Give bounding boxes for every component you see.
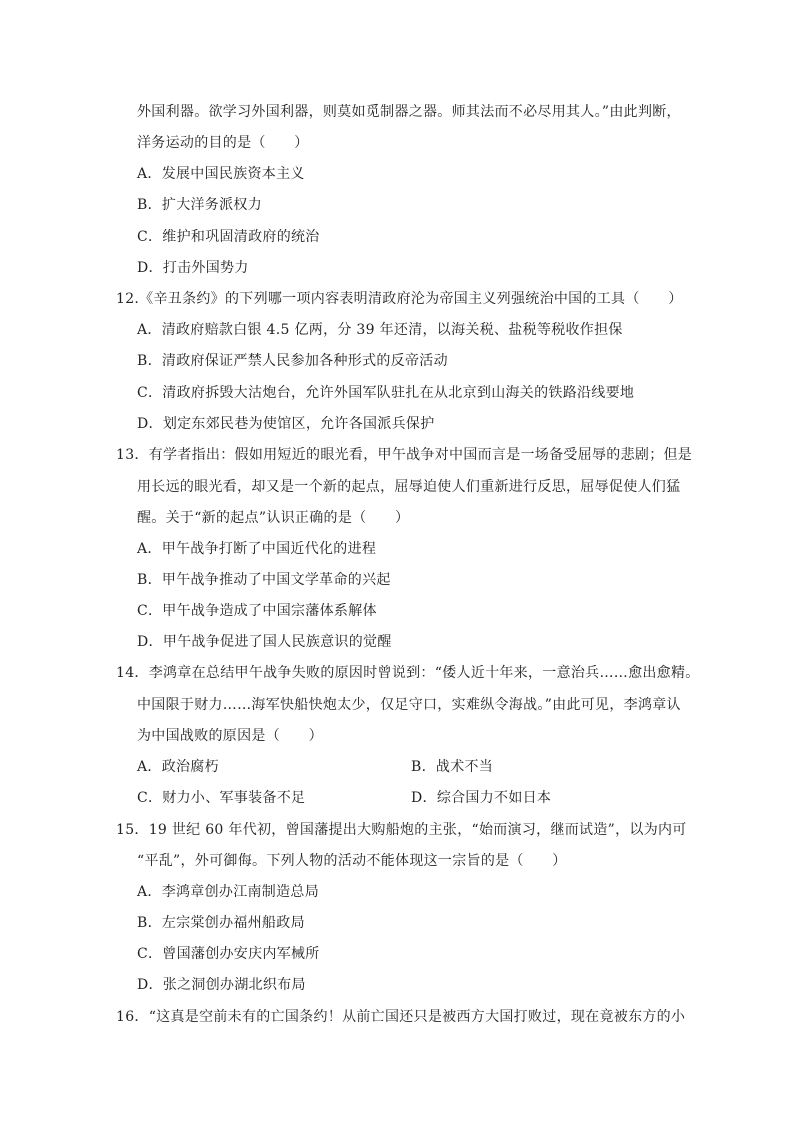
- q11-option-b: B．扩大洋务派权力: [137, 197, 262, 213]
- q15-option-b: B．左宗棠创办福州船政局: [137, 915, 305, 931]
- q12-option-c: C．清政府拆毁大沽炮台，允许外国军队驻扎在从北京到山海关的铁路沿线要地: [137, 385, 635, 401]
- q12-option-a: A．清政府赔款白银 4.5 亿两，分 39 年还清，以海关税、盐税等税收作担保: [137, 322, 623, 338]
- q13-stem-line-2: 用长远的眼光看，却又是一个新的起点，屈辱迫使人们重新进行反思，屈辱促使人们猛: [137, 479, 681, 495]
- q13-option-b: B．甲午战争推动了中国文学革命的兴起: [137, 572, 391, 588]
- q15-stem-line-1: 15．19 世纪 60 年代初，曾国藩提出大购船炮的主张，“始而演习，继而试造”，以为内可: [116, 822, 687, 838]
- q11-option-c: C．维护和巩固清政府的统治: [137, 229, 320, 245]
- q15-stem-line-2: “平乱”，外可御侮。下列人物的活动不能体现这一宗旨的是（ ）: [137, 853, 567, 869]
- q16-stem-line-1: 16．“这真是空前未有的亡国条约！从前亡国还只是被西方大国打败过，现在竟被东方的小: [116, 1009, 686, 1025]
- q14-option-d: D．综合国力不如日本: [411, 790, 552, 806]
- q13-option-c: C．甲午战争造成了中国宗藩体系解体: [137, 603, 377, 619]
- q14-stem-line-1: 14．李鸿章在总结甲午战争失败的原因时曾说到：“倭人近十年来，一意治兵……愈出愈精。: [116, 665, 700, 681]
- q14-stem-line-3: 为中国战败的原因是（ ）: [137, 728, 323, 744]
- q12-stem: 12.《辛丑条约》的下列哪一项内容表明清政府沦为帝国主义列强统治中国的工具（ ）: [116, 291, 683, 307]
- q11-option-a: A．发展中国民族资本主义: [137, 166, 305, 182]
- q11-stem-line-2: 洋务运动的目的是（ ）: [137, 135, 309, 151]
- q14-option-b: B．战术不当: [411, 759, 494, 775]
- q12-option-d: D．划定东郊民巷为使馆区，允许各国派兵保护: [137, 416, 435, 432]
- q14-option-c: C．财力小、军事装备不足: [137, 790, 306, 806]
- q13-option-d: D．甲午战争促进了国人民族意识的觉醒: [137, 634, 392, 650]
- q14-stem-line-2: 中国限于财力……海军快船快炮太少，仅足守口，实难纵令海战。”由此可见，李鸿章认: [137, 697, 681, 713]
- q15-option-c: C．曾国藩创办安庆内军械所: [137, 946, 320, 962]
- q14-option-a: A．政治腐朽: [137, 759, 219, 775]
- q15-option-d: D．张之洞创办湖北织布局: [137, 977, 306, 993]
- q15-option-a: A．李鸿章创办江南制造总局: [137, 884, 320, 900]
- q11-option-d: D．打击外国势力: [137, 260, 249, 276]
- q11-stem-line-1: 外国利器。欲学习外国利器，则莫如觅制器之器。师其法而不必尽用其人。”由此判断，: [137, 104, 681, 120]
- q13-stem-line-1: 13．有学者指出：假如用短近的眼光看，甲午战争对中国而言是一场备受屈辱的悲剧；但是: [116, 447, 693, 463]
- q13-stem-line-3: 醒。关于“新的起点”认识正确的是（ ）: [137, 510, 410, 526]
- q13-option-a: A．甲午战争打断了中国近代化的进程: [137, 541, 377, 557]
- q12-option-b: B．清政府保证严禁人民参加各种形式的反帝活动: [137, 353, 448, 369]
